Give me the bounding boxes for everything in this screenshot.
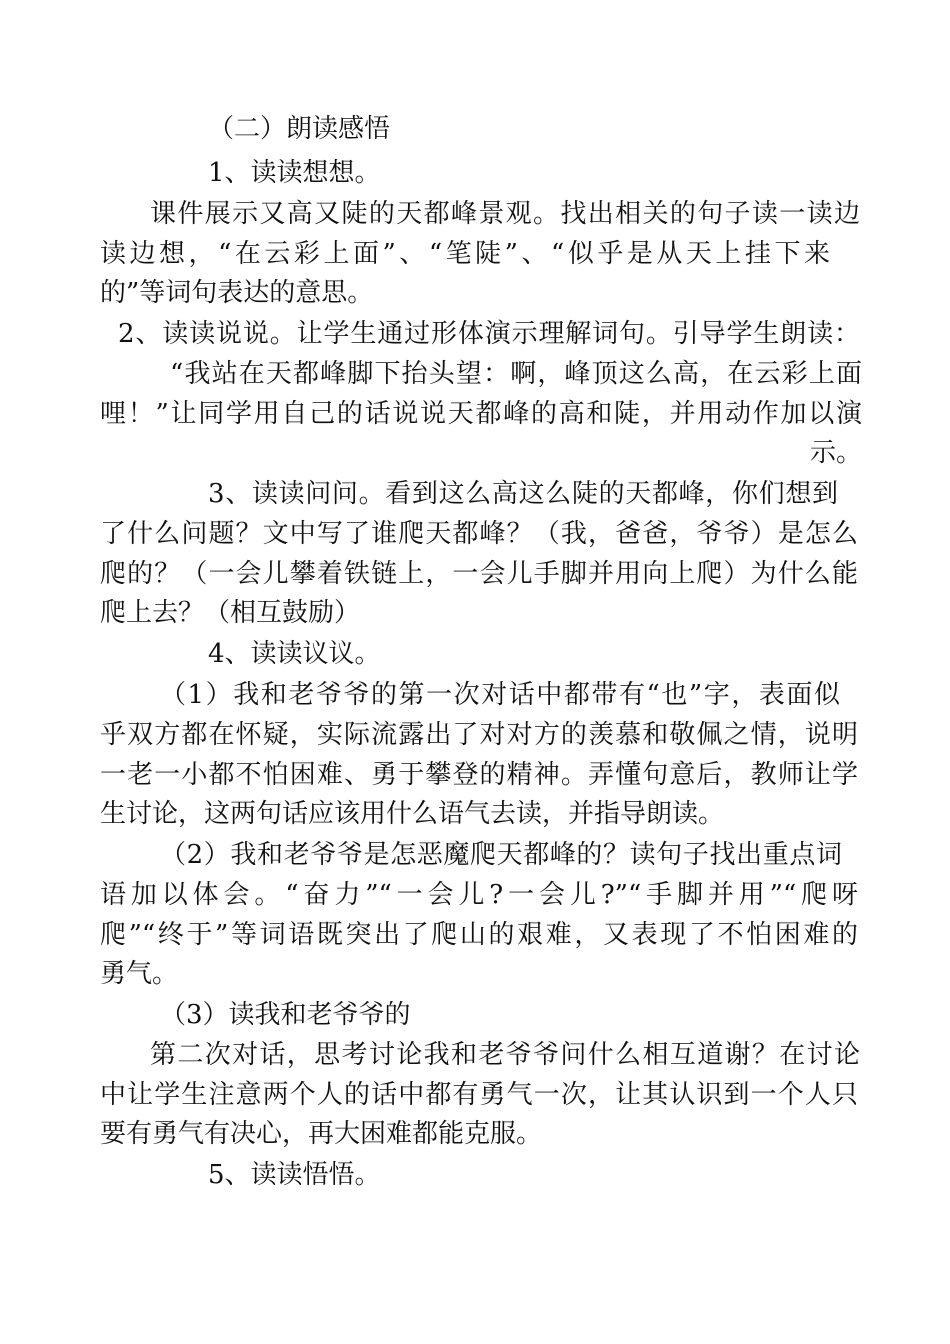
sub1-line-4: 生讨论，这两句话应该用什么语气去读，并指导朗读。: [100, 799, 725, 829]
item1-line-3: 的”等词句表达的意思。: [100, 278, 374, 308]
item3-line-1: 3、读读问问。看到这么高这么陡的天都峰，你们想到: [208, 479, 838, 509]
sub2-line-3: 爬”“终于”等词语既突出了爬山的艰难，又表现了不怕困难的: [100, 920, 858, 950]
sub1-line-2: 乎双方都在怀疑，实际流露出了对对方的羡慕和敬佩之情，说明: [100, 720, 858, 750]
item2-line-2: “我站在天都峰脚下抬头望：啊，峰顶这么高，在云彩上面: [170, 359, 862, 389]
item2-line-1: 2、读读说说。让学生通过形体演示理解词句。引导学生朗读：: [118, 319, 860, 349]
sub3-title: （3）读我和老爷爷的: [160, 1000, 411, 1030]
item1-line-1: 课件展示又高又陡的天都峰景观。找出相关的句子读一读边: [150, 199, 860, 229]
item5-title: 5、读读悟悟。: [208, 1160, 381, 1190]
item3-line-3: 爬的？（一会儿攀着铁链上，一会儿手脚并用向上爬）为什么能: [100, 559, 858, 589]
sub3-line-1: 第二次对话，思考讨论我和老爷爷问什么相互道谢？在讨论: [150, 1040, 860, 1070]
sub2-line-4: 勇气。: [100, 959, 179, 989]
sub1-line-3: 一老一小都不怕困难、勇于攀登的精神。弄懂句意后，教师让学: [100, 760, 858, 790]
sub2-line-1: （2）我和老爷爷是怎恶魔爬天都峰的？读句子找出重点词: [160, 840, 842, 870]
section-heading: （二）朗读感悟: [208, 114, 391, 144]
sub3-line-3: 要有勇气有决心，再大困难都能克服。: [100, 1119, 543, 1149]
item3-line-2: 了什么问题？文中写了谁爬天都峰？（我，爸爸，爷爷）是怎么: [100, 519, 858, 549]
sub2-line-2: 语加以体会。“奋力”“一会儿?一会儿?”“手脚并用”“爬呀: [100, 880, 858, 910]
item2-line-4: 示。: [810, 438, 863, 468]
item2-line-3: 哩！”让同学用自己的话说说天都峰的高和陡，并用动作加以演: [100, 399, 862, 429]
sub3-line-2: 中让学生注意两个人的话中都有勇气一次，让其认识到一个人只: [100, 1080, 858, 1110]
sub1-line-1: （1）我和老爷爷的第一次对话中都带有“也”字，表面似: [160, 680, 840, 710]
item4-title: 4、读读议议。: [208, 639, 381, 669]
item1-title: 1、读读想想。: [208, 158, 381, 188]
item3-line-4: 爬上去？（相互鼓励）: [100, 598, 361, 628]
item1-line-2: 读边想，“在云彩上面”、“笔陡”、“似乎是从天上挂下来: [100, 239, 830, 269]
